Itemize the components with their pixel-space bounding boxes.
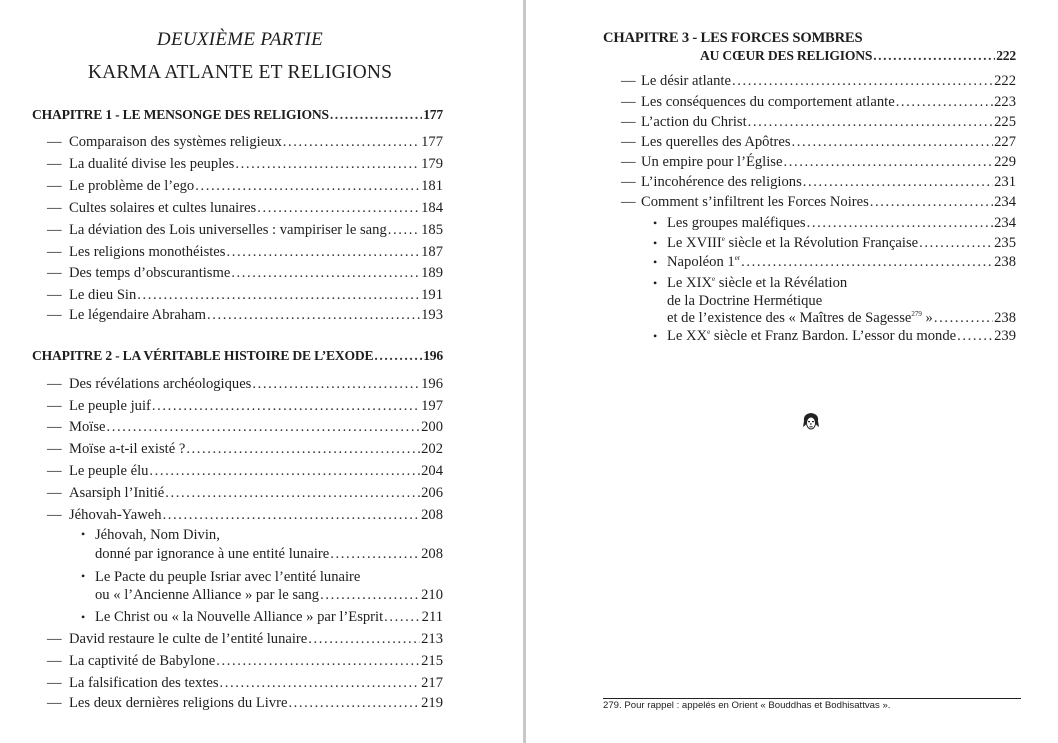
- leader-dots: [919, 234, 993, 252]
- toc-chapter-3[interactable]: [700, 47, 1016, 65]
- bullet-icon: •: [653, 236, 658, 250]
- page-number: 181: [421, 178, 443, 194]
- chapter-title: CHAPITRE 2 - LA VÉRITABLE HISTOIRE DE L’EXODE: [32, 348, 374, 363]
- toc-item[interactable]: [69, 484, 443, 502]
- subitem-label: et de l’existence des « Maîtres de Sagesse$^{279}$ »: [667, 310, 933, 326]
- leader-dots: [792, 133, 994, 151]
- bullet-icon: •: [653, 255, 658, 269]
- toc-subitem-line[interactable]: Le Pacte du peuple Isriar avec l’entité lunaire: [95, 569, 361, 585]
- toc-subitem[interactable]: [667, 309, 1016, 327]
- item-label: Comparaison des systèmes religieux: [69, 134, 282, 150]
- section-title: KARMA ATLANTE ET RELIGIONS: [87, 62, 393, 83]
- toc-item[interactable]: [69, 652, 443, 670]
- toc-item[interactable]: [69, 375, 443, 393]
- leader-dots: [741, 253, 993, 271]
- page-number: 204: [421, 463, 443, 479]
- em-dash-icon: —: [47, 200, 62, 216]
- em-dash-icon: —: [47, 675, 62, 691]
- em-dash-icon: —: [621, 194, 636, 210]
- item-label: Un empire pour l’Église: [641, 154, 783, 170]
- toc-item[interactable]: [69, 199, 443, 217]
- item-label: Les deux dernières religions du Livre: [69, 695, 288, 711]
- bullet-icon: •: [653, 329, 658, 343]
- page-number: 179: [421, 156, 443, 172]
- leader-dots: [934, 309, 993, 327]
- leader-dots: [137, 286, 420, 304]
- page-number: 213: [421, 631, 443, 647]
- em-dash-icon: —: [47, 307, 62, 323]
- leader-dots: [283, 133, 420, 151]
- em-dash-icon: —: [621, 134, 636, 150]
- toc-item[interactable]: [69, 133, 443, 151]
- toc-item[interactable]: [69, 177, 443, 195]
- page-number: 210: [421, 587, 443, 603]
- page-number: 223: [994, 94, 1016, 110]
- chapter-title: CHAPITRE 1 - LE MENSONGE DES RELIGIONS: [32, 107, 329, 122]
- toc-item[interactable]: [641, 173, 1016, 191]
- em-dash-icon: —: [47, 463, 62, 479]
- page-number: 184: [421, 200, 443, 216]
- toc-item[interactable]: [69, 462, 443, 480]
- toc-subitem[interactable]: [667, 253, 1016, 271]
- subitem-label: donné par ignorance à une entité lunaire: [95, 546, 330, 562]
- em-dash-icon: —: [47, 485, 62, 501]
- toc-chapter-1[interactable]: [32, 106, 443, 124]
- toc-subitem-line[interactable]: Le XIXe siècle et la Révélation: [667, 275, 848, 291]
- em-dash-icon: —: [47, 222, 62, 238]
- em-dash-icon: —: [47, 244, 62, 260]
- item-label: Moïse: [69, 419, 106, 435]
- toc-item[interactable]: [69, 674, 443, 692]
- leader-dots: [149, 462, 420, 480]
- em-dash-icon: —: [47, 631, 62, 647]
- item-label: Le dieu Sin: [69, 287, 137, 303]
- page-number: 211: [421, 609, 443, 625]
- bullet-icon: •: [81, 569, 86, 583]
- toc-subitem-line[interactable]: Jéhovah, Nom Divin,: [95, 527, 220, 543]
- leader-dots: [226, 243, 420, 261]
- leader-dots: [783, 153, 993, 171]
- item-label: Asarsiph l’Initié: [69, 485, 165, 501]
- bullet-icon: •: [81, 610, 86, 624]
- page-number: 177: [421, 134, 443, 150]
- item-label: Le peuple juif: [69, 398, 151, 414]
- leader-dots: [384, 608, 420, 626]
- toc-subitem[interactable]: [95, 608, 443, 626]
- toc-item[interactable]: [641, 193, 1016, 211]
- em-dash-icon: —: [47, 376, 62, 392]
- leader-dots: [803, 173, 993, 191]
- toc-subitem[interactable]: [667, 234, 1016, 252]
- leader-dots: [207, 306, 420, 324]
- bullet-icon: •: [653, 216, 658, 230]
- toc-item[interactable]: [69, 286, 443, 304]
- page-number: 238: [994, 254, 1016, 270]
- toc-item[interactable]: [69, 306, 443, 324]
- item-label: Les religions monothéistes: [69, 244, 226, 260]
- item-label: L’incohérence des religions: [641, 174, 802, 190]
- toc-item[interactable]: [641, 153, 1016, 171]
- leader-dots: [308, 630, 420, 648]
- footnote-ref: 279: [911, 310, 922, 318]
- leader-dots: [388, 221, 420, 239]
- toc-item[interactable]: [641, 113, 1016, 131]
- item-label: Des révélations archéologiques: [69, 376, 252, 392]
- em-dash-icon: —: [47, 156, 62, 172]
- page-number: 196: [421, 376, 443, 392]
- item-label: Le peuple élu: [69, 463, 149, 479]
- toc-subitem[interactable]: [667, 327, 1016, 345]
- leader-dots: [235, 155, 420, 173]
- leader-dots: [330, 106, 422, 124]
- em-dash-icon: —: [621, 174, 636, 190]
- chapter-title-line1[interactable]: CHAPITRE 3 - LES FORCES SOMBRES: [603, 30, 863, 46]
- bullet-icon: •: [81, 527, 86, 541]
- bullet-icon: •: [653, 276, 658, 290]
- item-label: Le légendaire Abraham: [69, 307, 206, 323]
- page-number: 234: [994, 215, 1016, 231]
- leader-dots: [231, 264, 420, 282]
- toc-item[interactable]: [69, 264, 443, 282]
- leader-dots: [106, 418, 420, 436]
- item-label: La dualité divise les peuples: [69, 156, 235, 172]
- page-number: 206: [421, 485, 443, 501]
- em-dash-icon: —: [47, 695, 62, 711]
- subitem-label: Napoléon 1er: [667, 254, 741, 270]
- page-number: 196: [423, 348, 443, 363]
- page-number: 227: [994, 134, 1016, 150]
- page-number: 202: [421, 441, 443, 457]
- em-dash-icon: —: [621, 154, 636, 170]
- subitem-label: ou « l’Ancienne Alliance » par le sang: [95, 587, 320, 603]
- page-number: 229: [994, 154, 1016, 170]
- item-label: La captivité de Babylone: [69, 653, 216, 669]
- footnote-rule: [603, 698, 1021, 699]
- page-number: 219: [421, 695, 443, 711]
- leader-dots: [870, 193, 993, 211]
- page-number: 200: [421, 419, 443, 435]
- em-dash-icon: —: [47, 653, 62, 669]
- em-dash-icon: —: [47, 398, 62, 414]
- leader-dots: [216, 652, 420, 670]
- toc-subitem[interactable]: [95, 586, 443, 604]
- page-number: 193: [421, 307, 443, 323]
- page-number: 231: [994, 174, 1016, 190]
- toc-item[interactable]: [69, 440, 443, 458]
- em-dash-icon: —: [47, 178, 62, 194]
- toc-subitem-line[interactable]: de la Doctrine Hermétique: [667, 293, 823, 309]
- item-label: Moïse a-t-il existé ?: [69, 441, 186, 457]
- chapter-title-line2: AU CŒUR DES RELIGIONS: [700, 48, 873, 63]
- leader-dots: [896, 93, 993, 111]
- page-number: 217: [421, 675, 443, 691]
- toc-item[interactable]: [69, 694, 443, 712]
- right-page: [526, 0, 1058, 743]
- page-number: 238: [994, 310, 1016, 326]
- leader-dots: [195, 177, 420, 195]
- em-dash-icon: —: [47, 287, 62, 303]
- page-number: 208: [421, 507, 443, 523]
- leader-dots: [957, 327, 993, 345]
- page-number: 189: [421, 265, 443, 281]
- leader-dots: [873, 47, 995, 65]
- item-label: L’action du Christ: [641, 114, 747, 130]
- page-number: 197: [421, 398, 443, 414]
- page-number: 185: [421, 222, 443, 238]
- leader-dots: [220, 674, 421, 692]
- leader-dots: [163, 506, 421, 524]
- item-label: Le problème de l’ego: [69, 178, 195, 194]
- em-dash-icon: —: [621, 114, 636, 130]
- em-dash-icon: —: [47, 507, 62, 523]
- toc-chapter-2[interactable]: [32, 347, 443, 365]
- subitem-label: Le Christ ou « la Nouvelle Alliance » par l’Esprit: [95, 609, 384, 625]
- toc-item[interactable]: [69, 630, 443, 648]
- item-label: Les conséquences du comportement atlante: [641, 94, 895, 110]
- item-label: La déviation des Lois universelles : vampiriser le sang: [69, 222, 387, 238]
- page-number: 222: [996, 48, 1016, 63]
- item-label: Comment s’infiltrent les Forces Noires: [641, 194, 869, 210]
- page-number: 225: [994, 114, 1016, 130]
- page-number: 191: [421, 287, 443, 303]
- em-dash-icon: —: [621, 94, 636, 110]
- page-number: 235: [994, 235, 1016, 251]
- toc-item[interactable]: [69, 221, 443, 239]
- toc-item[interactable]: [69, 397, 443, 415]
- page-number: 177: [423, 107, 443, 122]
- subitem-label: Le XVIIIe siècle et la Révolution Française: [667, 235, 919, 251]
- footnote: 279. Pour rappel : appelés en Orient « Bouddhas et Bodhisattvas ».: [603, 700, 891, 711]
- left-page: [0, 0, 524, 743]
- leader-dots: [374, 347, 422, 365]
- toc-subitem[interactable]: [667, 214, 1016, 232]
- toc-item[interactable]: [69, 155, 443, 173]
- item-label: Des temps d’obscurantisme: [69, 265, 231, 281]
- em-dash-icon: —: [47, 419, 62, 435]
- leader-dots: [186, 440, 420, 458]
- leader-dots: [152, 397, 420, 415]
- page-number: 208: [421, 546, 443, 562]
- em-dash-icon: —: [47, 134, 62, 150]
- subitem-label: Les groupes maléfiques: [667, 215, 806, 231]
- item-label: La falsification des textes: [69, 675, 219, 691]
- page-number: 234: [994, 194, 1016, 210]
- toc-item[interactable]: [69, 506, 443, 524]
- toc-item[interactable]: [69, 418, 443, 436]
- toc-item[interactable]: [641, 93, 1016, 111]
- leader-dots: [732, 72, 993, 90]
- toc-item[interactable]: [69, 243, 443, 261]
- page-number: 215: [421, 653, 443, 669]
- page-number: 239: [994, 328, 1016, 344]
- page-number: 222: [994, 73, 1016, 89]
- toc-subitem[interactable]: [95, 545, 443, 563]
- item-label: Les querelles des Apôtres: [641, 134, 791, 150]
- page-number: 187: [421, 244, 443, 260]
- em-dash-icon: —: [47, 265, 62, 281]
- em-dash-icon: —: [47, 441, 62, 457]
- face-ornament-icon: [802, 412, 820, 437]
- toc-item[interactable]: [641, 72, 1016, 90]
- item-label: Jéhovah-Yaweh: [69, 507, 162, 523]
- leader-dots: [320, 586, 420, 604]
- item-label: David restaure le culte de l’entité lunaire: [69, 631, 308, 647]
- toc-item[interactable]: [641, 133, 1016, 151]
- leader-dots: [165, 484, 420, 502]
- leader-dots: [252, 375, 420, 393]
- item-label: Le désir atlante: [641, 73, 731, 89]
- leader-dots: [807, 214, 994, 232]
- em-dash-icon: —: [621, 73, 636, 89]
- leader-dots: [257, 199, 420, 217]
- leader-dots: [748, 113, 993, 131]
- subitem-label: Le XXe siècle et Franz Bardon. L’essor du monde: [667, 328, 957, 344]
- item-label: Cultes solaires et cultes lunaires: [69, 200, 257, 216]
- part-title: DEUXIÈME PARTIE: [156, 29, 324, 50]
- leader-dots: [330, 545, 420, 563]
- leader-dots: [288, 694, 420, 712]
